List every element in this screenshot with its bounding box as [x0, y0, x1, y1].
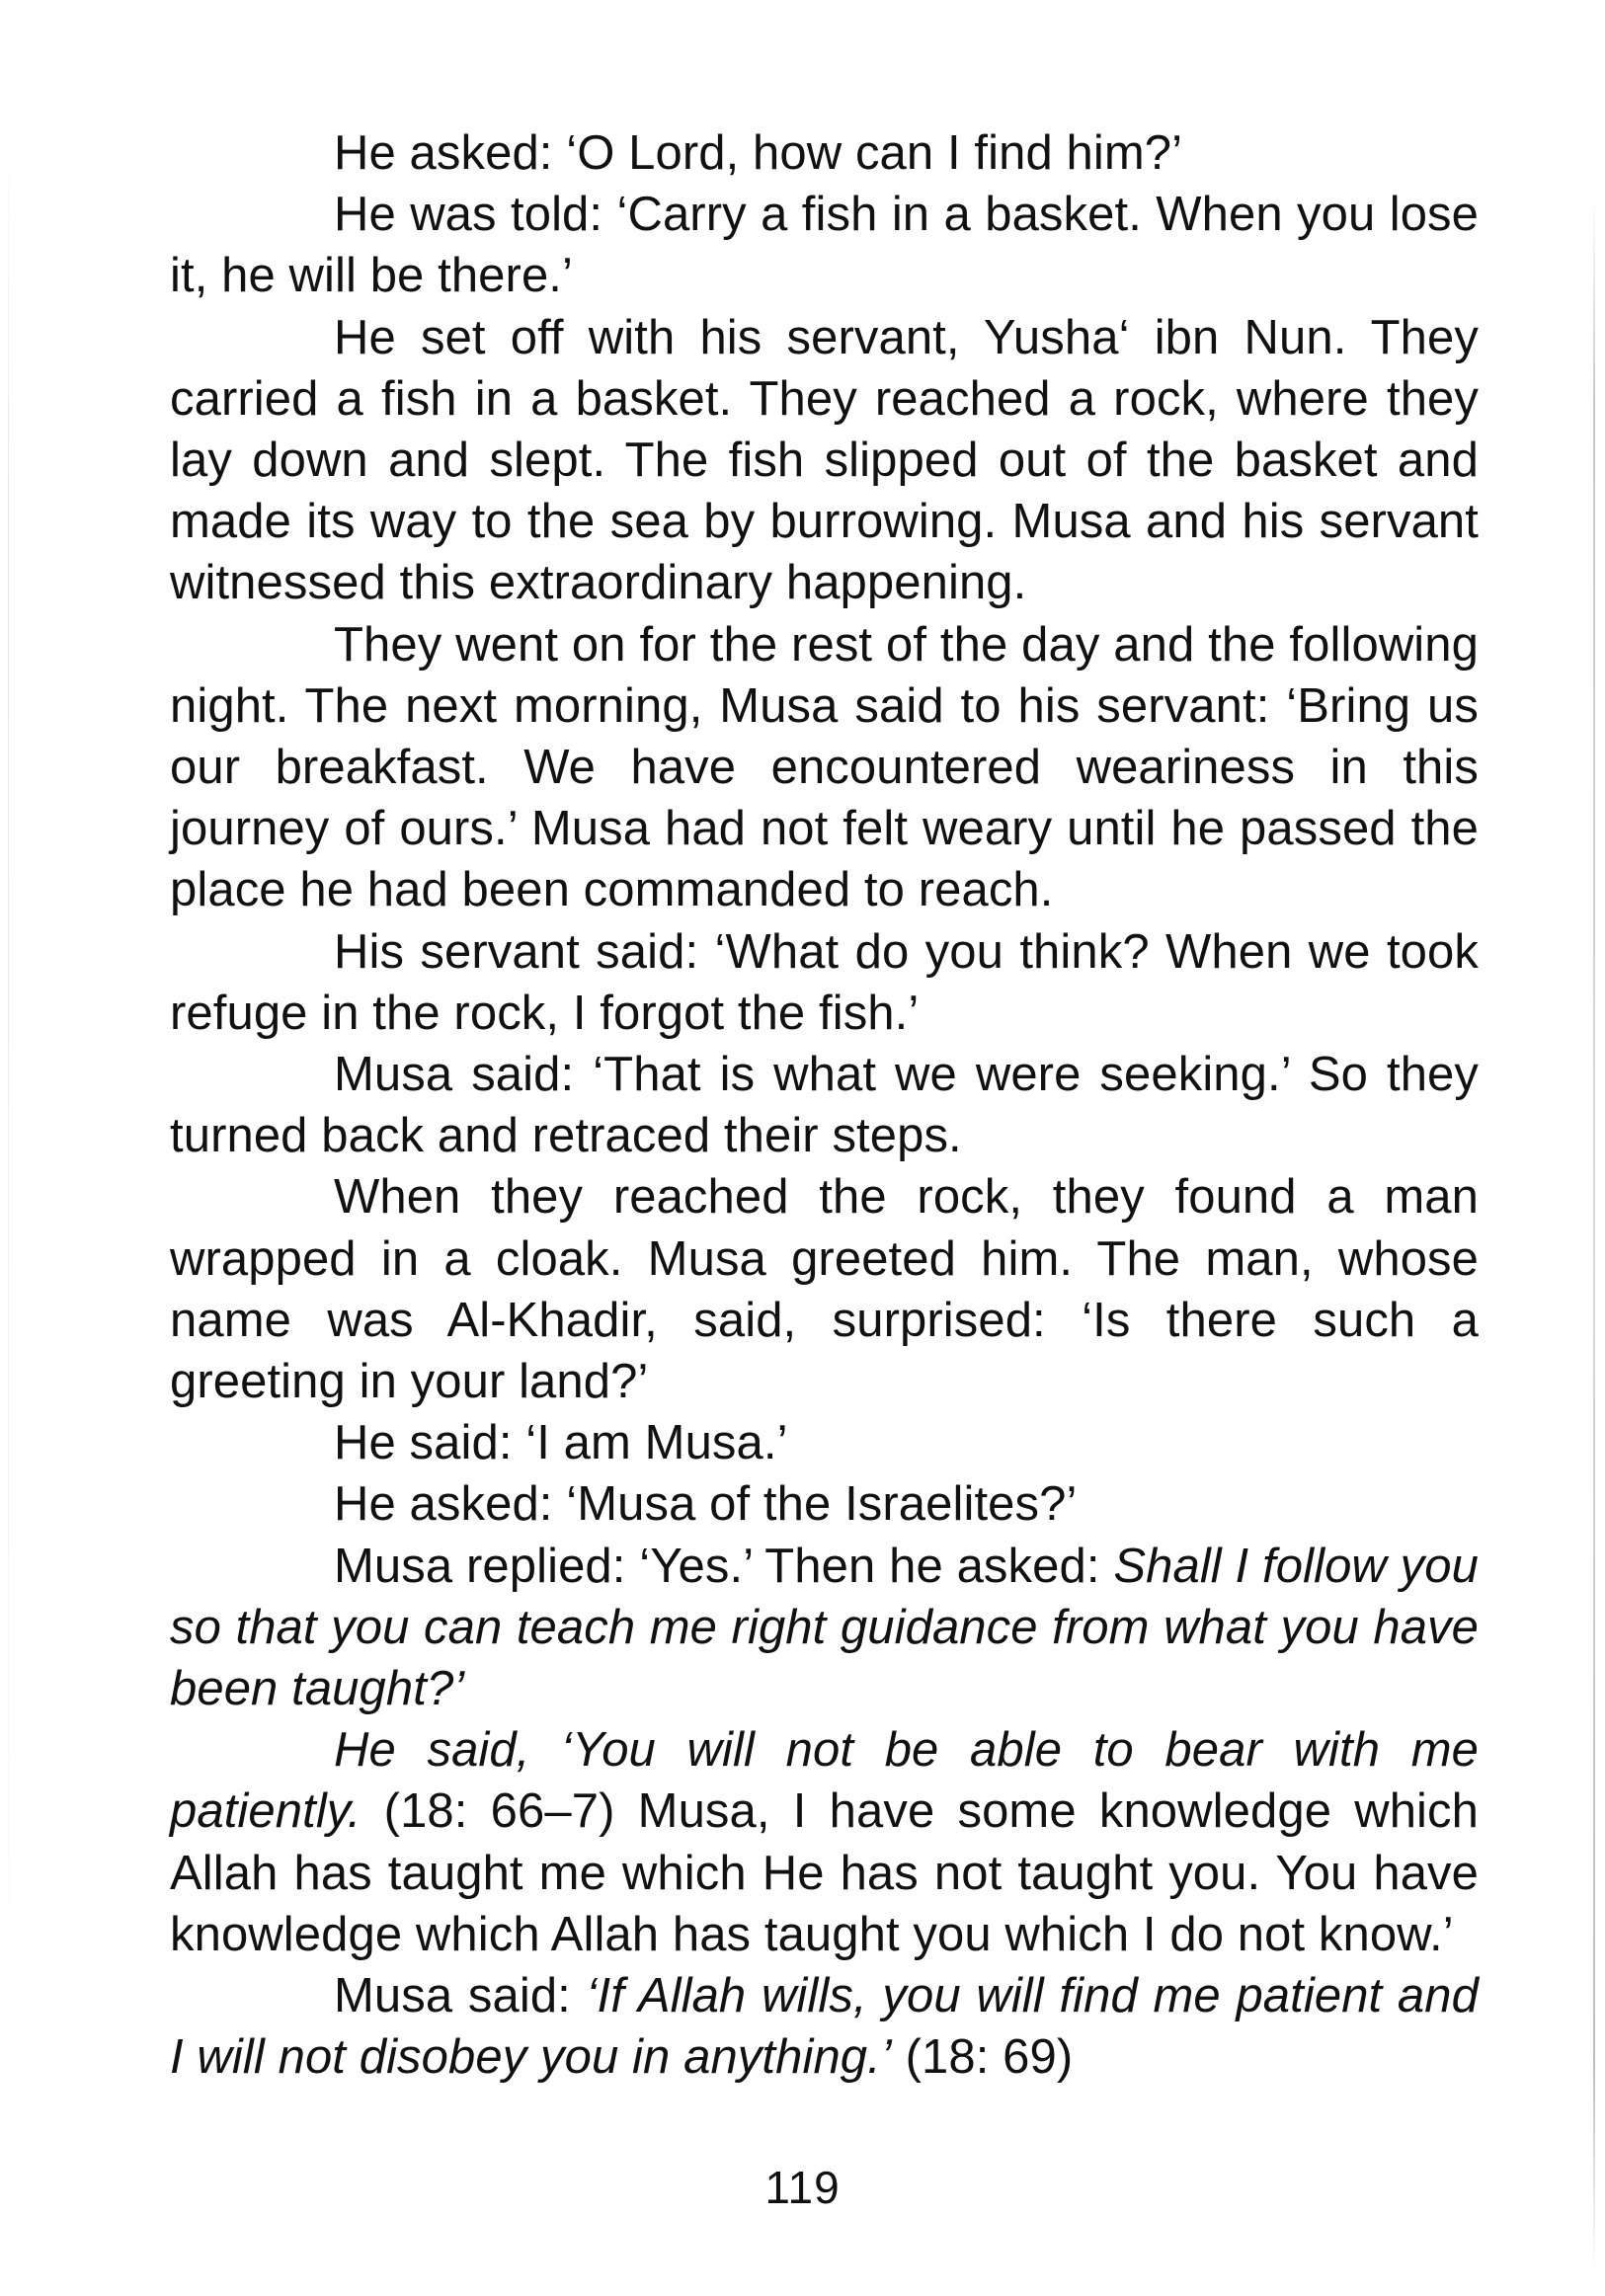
text-run: Musa said: ‘That is what we were seeking.’ So they turned back and retraced their steps.	[170, 1048, 1479, 1163]
text-run: They went on for the rest of the day and the following night. The next morning, Musa said to his servant: ‘Bring us our breakfast. We have encountered weariness in this journey of ours.’ Musa had not felt weary until he passed the place he had been commanded to reach.	[170, 617, 1479, 917]
text-run: He was told: ‘Carry a fish in a basket. When you lose it, he will be there.’	[170, 188, 1479, 303]
paragraph	[170, 1536, 1479, 1720]
italic-quote: ‘If Allah wills, you will find me patient and I will not disobey you in anything.’	[170, 1969, 1479, 2085]
scan-edge-right	[1593, 198, 1595, 2271]
paragraph	[170, 1965, 1479, 2088]
text-run: He asked: ‘O Lord, how can I find him?’	[334, 126, 1183, 180]
paragraph	[170, 614, 1479, 921]
text-run: When they reached the rock, they found a man wrapped in a cloak. Musa greeted him. The man, whose name was Al-Khadir, said, surprised: ‘Is there such a greeting in your land?’	[170, 1170, 1479, 1409]
paragraph	[170, 184, 1479, 306]
paragraph	[170, 1473, 1479, 1535]
scan-edge-left	[8, 119, 9, 2094]
paragraph	[170, 921, 1479, 1044]
text-run: He asked: ‘Musa of the Israelites?’	[334, 1477, 1078, 1532]
paragraph	[170, 1166, 1479, 1412]
paragraph	[170, 1719, 1479, 1965]
page-number: 119	[764, 2162, 841, 2213]
text-run: Musa replied: ‘Yes.’ Then he asked:	[334, 1539, 1114, 1593]
paragraph	[170, 307, 1479, 614]
italic-quote: Shall I follow you so that you can teach me right guidance from what you have been taught?’	[170, 1539, 1479, 1716]
paragraph	[170, 1044, 1479, 1166]
text-run: His servant said: ‘What do you think? When we took refuge in the rock, I forgot the fish.’	[170, 924, 1479, 1040]
text-run: He set off with his servant, Yusha‘ ibn Nun. They carried a fish in a basket. They reached a rock, where they lay down and slept. The fish slipped out of the basket and made its way to the sea by burrowing. Musa and his servant witnessed this extraordinary happening.	[170, 310, 1479, 610]
italic-quote: He said, ‘You will not be able to bear with me patiently.	[170, 1723, 1479, 1839]
text-run: (18: 69)	[891, 2030, 1074, 2085]
text-run: He said: ‘I am Musa.’	[334, 1416, 788, 1470]
body-text	[170, 122, 1479, 2089]
text-run: (18: 66–7) Musa, I have some knowledge which Allah has taught me which He has not taught you. You have knowledge which Allah has taught you which I do not know.’	[170, 1784, 1479, 1961]
paragraph	[170, 122, 1479, 184]
paragraph	[170, 1412, 1479, 1473]
text-run: Musa said:	[334, 1969, 587, 2023]
